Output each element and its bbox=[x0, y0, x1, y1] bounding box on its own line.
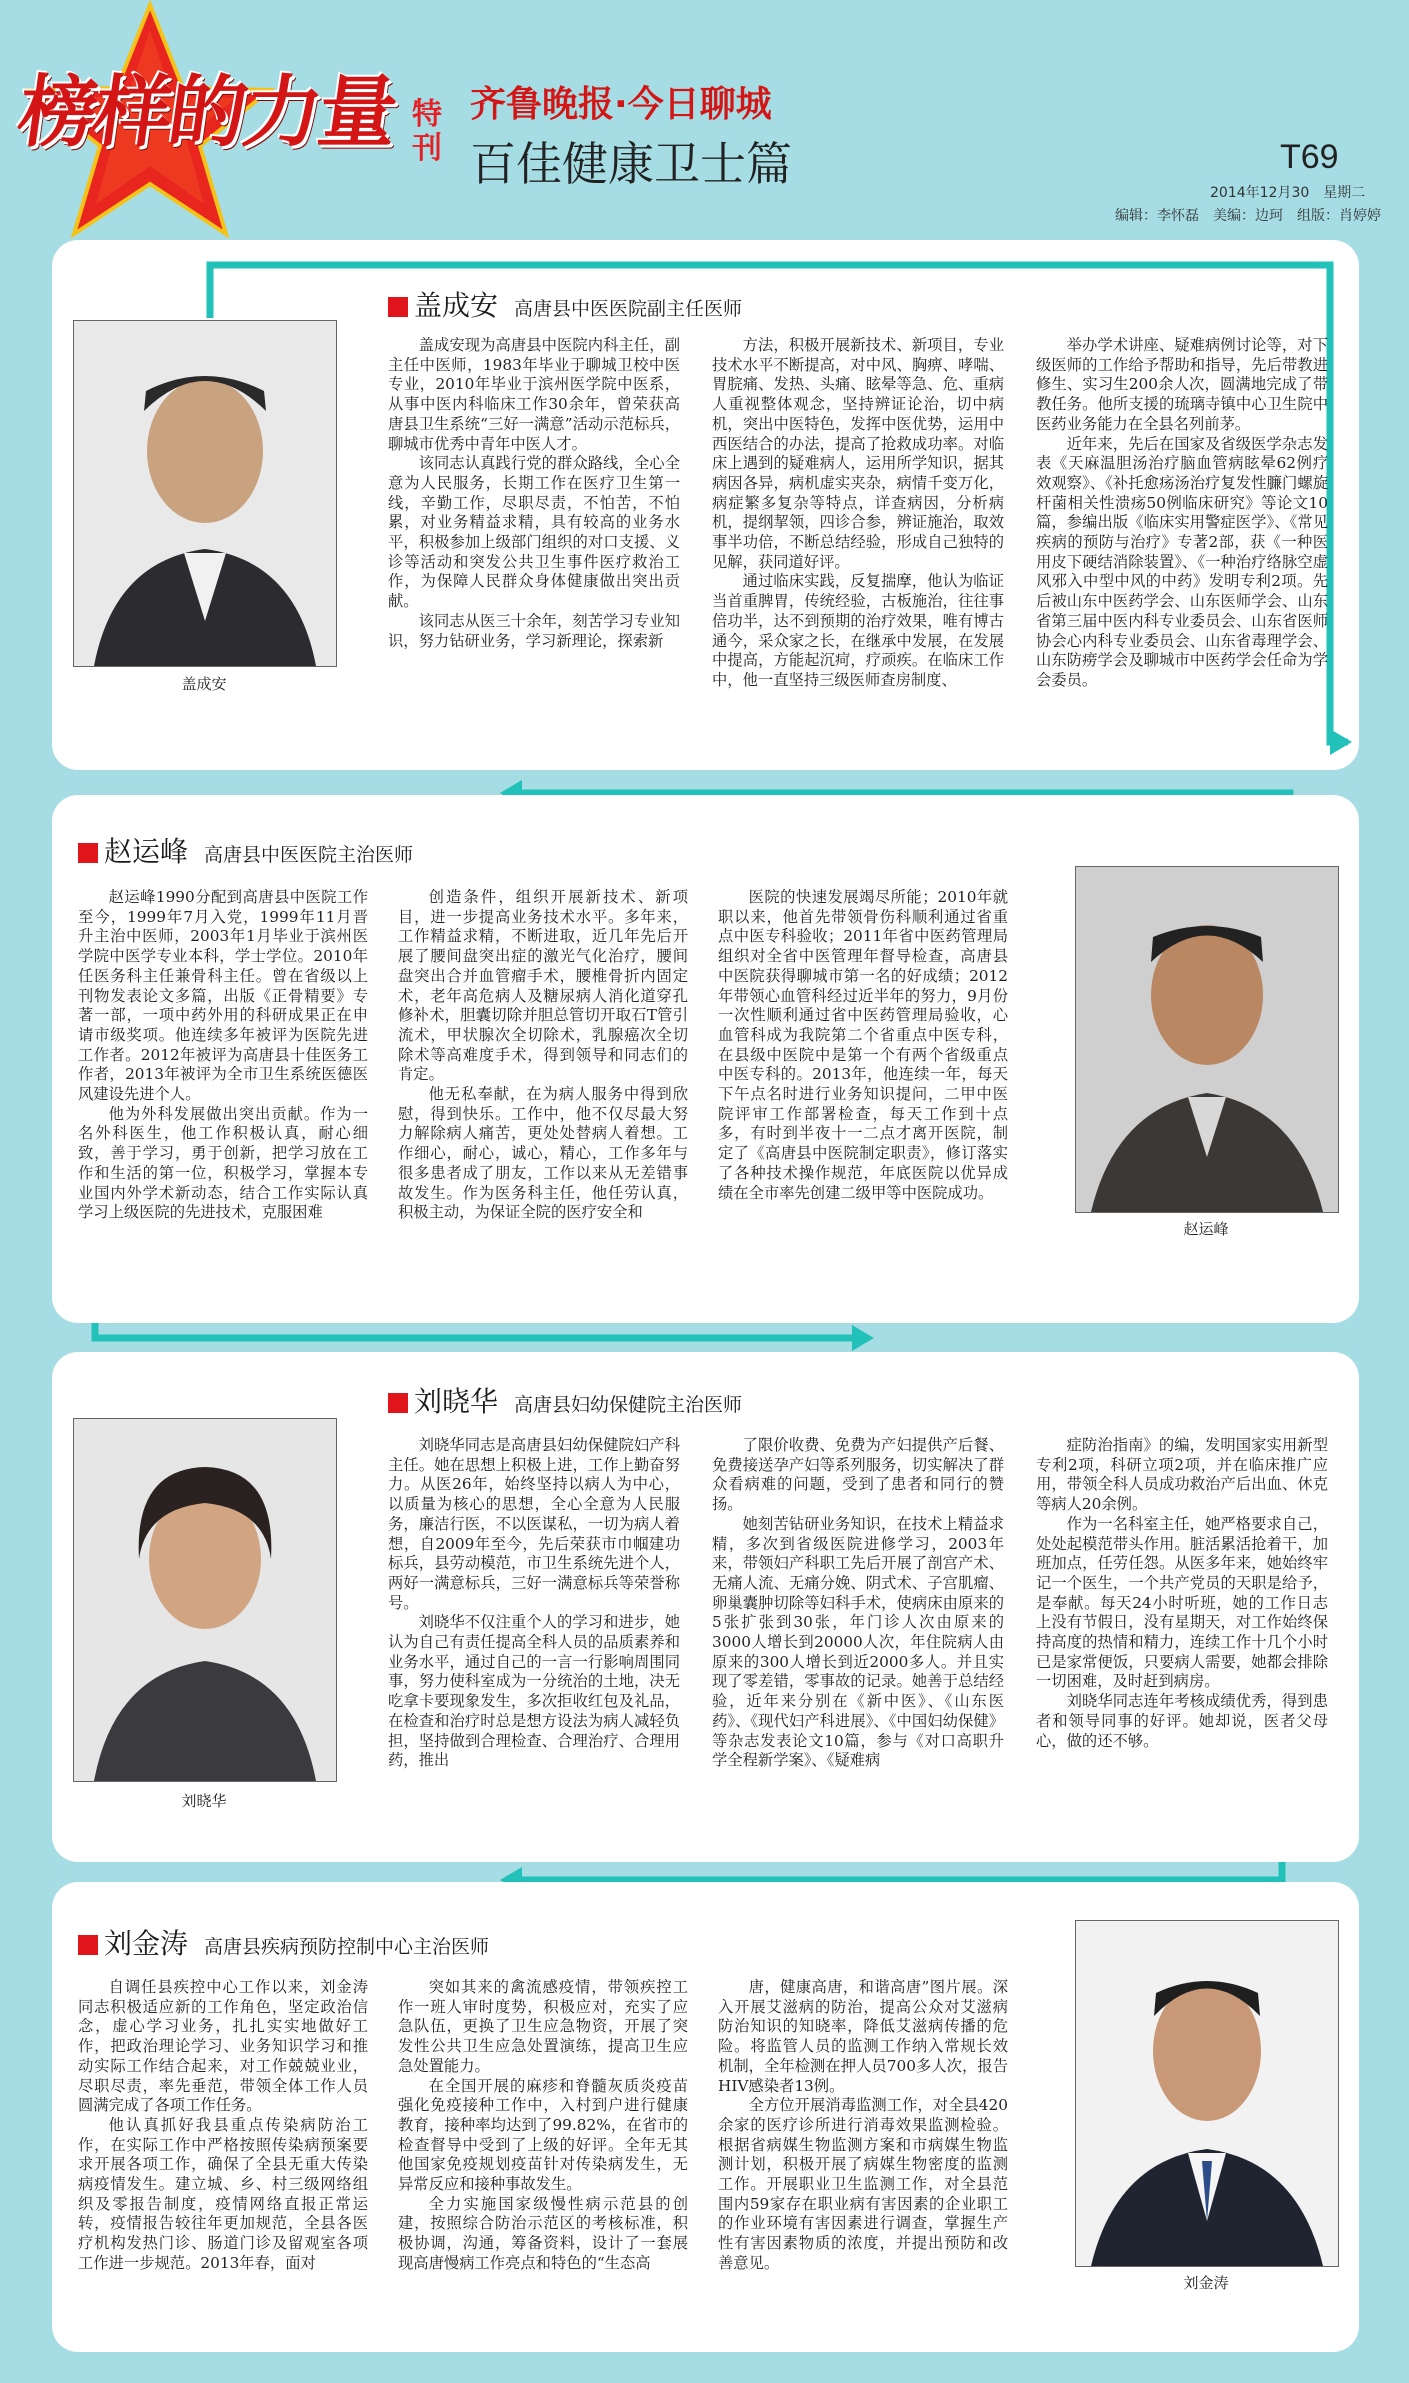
profile-3-title: 高唐县妇幼保健院主治医师 bbox=[514, 1394, 743, 1416]
newspaper-name: 齐鲁晚报·今日聊城 bbox=[470, 84, 772, 125]
profile-2-photo bbox=[1075, 866, 1339, 1213]
profile-1-heading bbox=[388, 284, 742, 324]
profile-1-column-3: 举办学术讲座、疑难病例讨论等，对下级医师的工作给予帮助和指导，先后带教进修生、实习生200余人次，圆满地完成了带教任务。他所支援的琉璃寺镇中心卫生院中医药业务能力在全县名列前茅。 近年来，先后在国家及省级医学杂志发表《天麻温胆汤治疗脑血管病眩晕62例疗效观察》、《补托愈疡汤治疗复发性臁门螺旋杆菌相关性溃疡50例临床研究》等论文10篇，参编出版《临床实用警症医学》、《常见疾病的预防与治疗》专著2部，获《一种医用皮下硬结消除装置》、《一种治疗络脉空虚风邪入中型中风的中药》发明专利2项。先后被山东中医药学会、山东医师学会、山东省第三届中医内科专业委员会、山东省医师协会心内科专业委员会、山东省毒理学会、山东防痨学会及聊城市中医药学会任命为学会委员。 bbox=[1036, 336, 1328, 689]
profile-1-column-2: 方法，积极开展新技术、新项目，专业技术水平不断提高，对中风、胸痹、哮喘、胃脘痛、发热、头痛、眩晕等急、危、重病人重视整体观念，坚持辨证论治，切中病机，突出中医特色，发挥中医优势，运用中西医结合的办法，提高了抢救成功率。对临床上遇到的疑难病人，运用所学知识，据其病因各异，病机虚实夹杂，病情千变万化，病症繁多复杂等特点，详查病因，分析病机，提纲挈领，四诊合参，辨证施治，取效事半功倍，不断总结经验，形成自己独特的见解，获同道好评。 通过临床实践，反复揣摩，他认为临证当首重脾胃，传统经验，古板施治，往往事倍功半，达不到预期的治疗效果，唯有博古通今，采众家之长，在继承中发展，在发展中提高，方能起沉疴，疗顽疾。在临床工作中，他一直坚持三级医师查房制度、 bbox=[712, 336, 1004, 689]
profile-4-heading bbox=[78, 1922, 489, 1962]
profile-3-column-3: 症防治指南》的编，发明国家实用新型专利2项，科研立项2项，并在临床推广应用，带领全科人员成功救治产后出血、休克等病人20余例。 作为一名科室主任，她严格要求自己，处处起模范带头作用。脏活累活抢着干，加班加点，任劳任怨。从医多年来，她始终牢记一个医生，一个共产党员的天职是给予，是奉献。每天24小时听班，她的工作日志上没有节假日，没有星期天，对工作始终保持高度的热情和精力，连续工作十几个小时已是家常便饭，只要病人需要，她都会排除一切困难，及时赶到病房。 刘晓华同志连年考核成绩优秀，得到患者和领导同事的好评。她却说，医者父母心，做的还不够。 bbox=[1036, 1436, 1328, 1750]
profile-4-name: 刘金涛 bbox=[104, 1927, 189, 1960]
profile-2-column-1: 赵运峰1990分配到高唐县中医院工作至今，1999年7月入党，1999年11月晋升主治中医师，2003年1月毕业于滨州医学院中医学专业本科，学士学位。2010年任医务科主任兼骨科主任。曾在省级以上刊物发表论文多篇，出版《正骨精要》专著一部，一项中药外用的科研成果正在申请市级奖项。他连续多年被评为医院先进工作者。2012年被评为高唐县十佳医务工作者，2013年被评为全市卫生系统医德医风建设先进个人。 他为外科发展做出突出贡献。作为一名外科医生，他工作积极认真，耐心细致，善于学习，勇于创新，把学习放在工作和生活的第一位，积极学习，掌握本专业国内外学术新动态，结合工作实际认真学习上级医院的先进技术，克服困难 bbox=[78, 888, 368, 1222]
red-square-marker bbox=[388, 297, 408, 317]
profile-1-caption: 盖成安 bbox=[181, 675, 227, 693]
profile-2-heading bbox=[78, 830, 413, 870]
profile-4-caption: 刘金涛 bbox=[1183, 2274, 1229, 2292]
red-square-marker bbox=[78, 843, 98, 863]
profile-3-photo bbox=[73, 1418, 337, 1782]
profile-3-heading bbox=[388, 1380, 742, 1420]
profile-3-caption: 刘晓华 bbox=[181, 1792, 227, 1810]
profile-4-column-1: 自调任县疾控中心工作以来，刘金涛同志积极适应新的工作角色，坚定政治信念，虚心学习业务，扎扎实实地做好工作，把政治理论学习、业务知识学习和推动实际工作结合起来，对工作兢兢业业，尽职尽责，率先垂范，带领全体工作人员圆满完成了各项工作任务。 他认真抓好我县重点传染病防治工作，在实际工作中严格按照传染病预案要求开展各项工作，确保了全县无重大传染病疫情发生。建立城、乡、村三级网络组织及零报告制度，疫情网络直报正常运转，疫情报告较往年更加规范，全县各医疗机构发热门诊、肠道门诊及留观室各项工作进一步规范。2013年春，面对 bbox=[78, 1978, 368, 2272]
profile-4-column-3: 唐，健康高唐，和谐高唐”图片展。深入开展艾滋病的防治，提高公众对艾滋病防治知识的知晓率，降低艾滋病传播的危险。将监管人员的监测工作纳入常规长效机制，全年检测在押人员700多人次，报告HIV感染者13例。 全方位开展消毒监测工作，对全县420余家的医疗诊所进行消毒效果监测检验。根据省病媒生物监测方案和市病媒生物监测计划，积极开展了病媒生物密度的监测工作。开展职业卫生监测工作，对全县范围内59家存在职业病有害因素的企业职工的作业环境有害因素进行调查，掌握生产性有害因素物质的浓度，并提出预防和改善意见。 bbox=[718, 1978, 1008, 2272]
special-edition-label: 特刊 bbox=[412, 97, 442, 166]
profile-4-title: 高唐县疾病预防控制中心主治医师 bbox=[204, 1936, 490, 1958]
profile-4-photo bbox=[1075, 1920, 1339, 2267]
profile-1-name: 盖成安 bbox=[414, 289, 499, 322]
section-title: 百佳健康卫士篇 bbox=[470, 137, 792, 191]
editor-credits: 编辑：李怀磊 美编：边珂 组版：肖婷婷 bbox=[1115, 208, 1381, 224]
feature-logo: 榜样的力量 bbox=[12, 68, 401, 158]
profile-2-column-2: 创造条件，组织开展新技术、新项目，进一步提高业务技术水平。多年来，工作精益求精，不断进取，近几年先后开展了腰间盘突出症的激光气化治疗，腰间盘突出合并血管瘤手术，腰椎骨折内固定术，老年高危病人及糖尿病人消化道穿孔修补术，胆囊切除并胆总管切开取石T管引流术，甲状腺次全切除术，乳腺癌次全切除术等高难度手术，得到领导和同志们的肯定。 他无私奉献，在为病人服务中得到欣慰，得到快乐。工作中，他不仅尽最大努力解除病人痛苦，更处处替病人着想。工作细心，耐心，诚心，精心，工作多年与很多患者成了朋友，工作以来从无差错事故发生。作为医务科主任，他任劳认真，积极主动，为保证全院的医疗安全和 bbox=[398, 888, 688, 1222]
page-number: T69 bbox=[1280, 138, 1339, 176]
profile-4-column-2: 突如其来的禽流感疫情，带领疾控工作一班人审时度势，积极应对，充实了应急队伍，更换了卫生应急物资，开展了突发性公共卫生应急处置演练，提高卫生应急处置能力。 在全国开展的麻疹和脊髓灰质炎疫苗强化免疫接种工作中，入村到户进行健康教育，接种率均达到了99.82%，在省市的检查督导中受到了上级的好评。全年无其他国家免疫规划疫苗针对传染病发生，无异常反应和接种事故发生。 全力实施国家级慢性病示范县的创建，按照综合防治示范区的考核标准，积极协调，沟通，筹备资料，设计了一套展现高唐慢病工作亮点和特色的“生态高 bbox=[398, 1978, 688, 2272]
profile-3-column-1: 刘晓华同志是高唐县妇幼保健院妇产科主任。她在思想上积极上进，工作上勤奋努力。从医26年，始终坚持以病人为中心，以质量为核心的思想，全心全意为人民服务，廉洁行医，不以医谋私，一切为病人着想，自2009年至今，先后荣获市巾帼建功标兵，县劳动模范，市卫生系统先进个人，两好一满意标兵，三好一满意标兵等荣誉称号。 刘晓华不仅注重个人的学习和进步，她认为自己有责任提高全科人员的品质素养和业务水平，通过自己的一言一行影响周围同事，努力使科室成为一分统治的土地，决无吃拿卡要现象发生，多次拒收红包及礼品，在检查和治疗时总是想方设法为病人减轻负担，坚持做到合理检查、合理治疗、合理用药，推出 bbox=[388, 1436, 680, 1770]
red-square-marker bbox=[78, 1935, 98, 1955]
red-square-marker bbox=[388, 1393, 408, 1413]
profile-3-name: 刘晓华 bbox=[414, 1385, 499, 1418]
profile-2-column-3: 医院的快速发展竭尽所能；2010年就职以来，他首先带领骨伤科顺利通过省重点中医专科验收；2011年省中医药管理局组织对全省中医管理年督导检查，高唐县中医院获得聊城市第一名的好成绩；2012年带领心血管科经过近半年的努力，9月份一次性顺利通过省中医药管理局验收，心血管科成为我院第二个省重点中医专科，在县级中医院中是第一个有两个省级重点中医专科的。2013年，他连续一年，每天下午点名时进行业务知识提问，二甲中医院评审工作部署检查，每天工作到十点多，有时到半夜十一二点才离开医院，制定了《高唐县中医院制定职责》，修订落实了各种技术操作规范，年底医院以优异成绩在全市率先创建二级甲等中医院成功。 bbox=[718, 888, 1008, 1202]
profile-2-name: 赵运峰 bbox=[104, 835, 189, 868]
profile-2-caption: 赵运峰 bbox=[1183, 1220, 1229, 1238]
date-line: 2014年12月30 星期二 bbox=[1210, 185, 1366, 201]
profile-1-photo bbox=[73, 320, 337, 667]
profile-1-title: 高唐县中医医院副主任医师 bbox=[514, 298, 743, 320]
profile-2-title: 高唐县中医医院主治医师 bbox=[204, 844, 414, 866]
profile-3-column-2: 了限价收费、免费为产妇提供产后餐、免费接送孕产妇等系列服务，切实解决了群众看病难的问题，受到了患者和同行的赞扬。 她刻苦钻研业务知识，在技术上精益求精，多次到省级医院进修学习，2003年来，带领妇产科职工先后开展了剖宫产术、无痛人流、无痛分娩、阴式术、子宫肌瘤、卵巢囊肿切除等妇科手术，使病床由原来的5张扩张到30张，年门诊人次由原来的3000人增长到20000人次，年住院病人由原来的300人增长到近2000多人。并且实现了零差错，零事故的记录。她善于总结经验，近年来分别在《新中医》、《山东医药》、《现代妇产科进展》、《中国妇幼保健》等杂志发表论文10篇，参与《对口高职升学全程新学案》、《疑难病 bbox=[712, 1436, 1004, 1770]
profile-1-column-1: 盖成安现为高唐县中医院内科主任，副主任中医师，1983年毕业于聊城卫校中医专业，2010年毕业于滨州医学院中医系，从事中医内科临床工作30余年，曾荣获高唐县卫生系统“三好一满意”活动示范标兵，聊城市优秀中青年中医人才。 该同志认真践行党的群众路线，全心全意为人民服务，长期工作在医疗卫生第一线，辛勤工作，尽职尽责，不怕苦，不怕累，对业务精益求精，具有较高的业务水平，积极参加上级部门组织的对口支援、义诊等活动和突发公共卫生事件医疗救治工作，为保障人民群众身体健康做出突出贡献。 该同志从医三十余年，刻苦学习专业知识，努力钻研业务，学习新理论，探索新 bbox=[388, 336, 680, 650]
